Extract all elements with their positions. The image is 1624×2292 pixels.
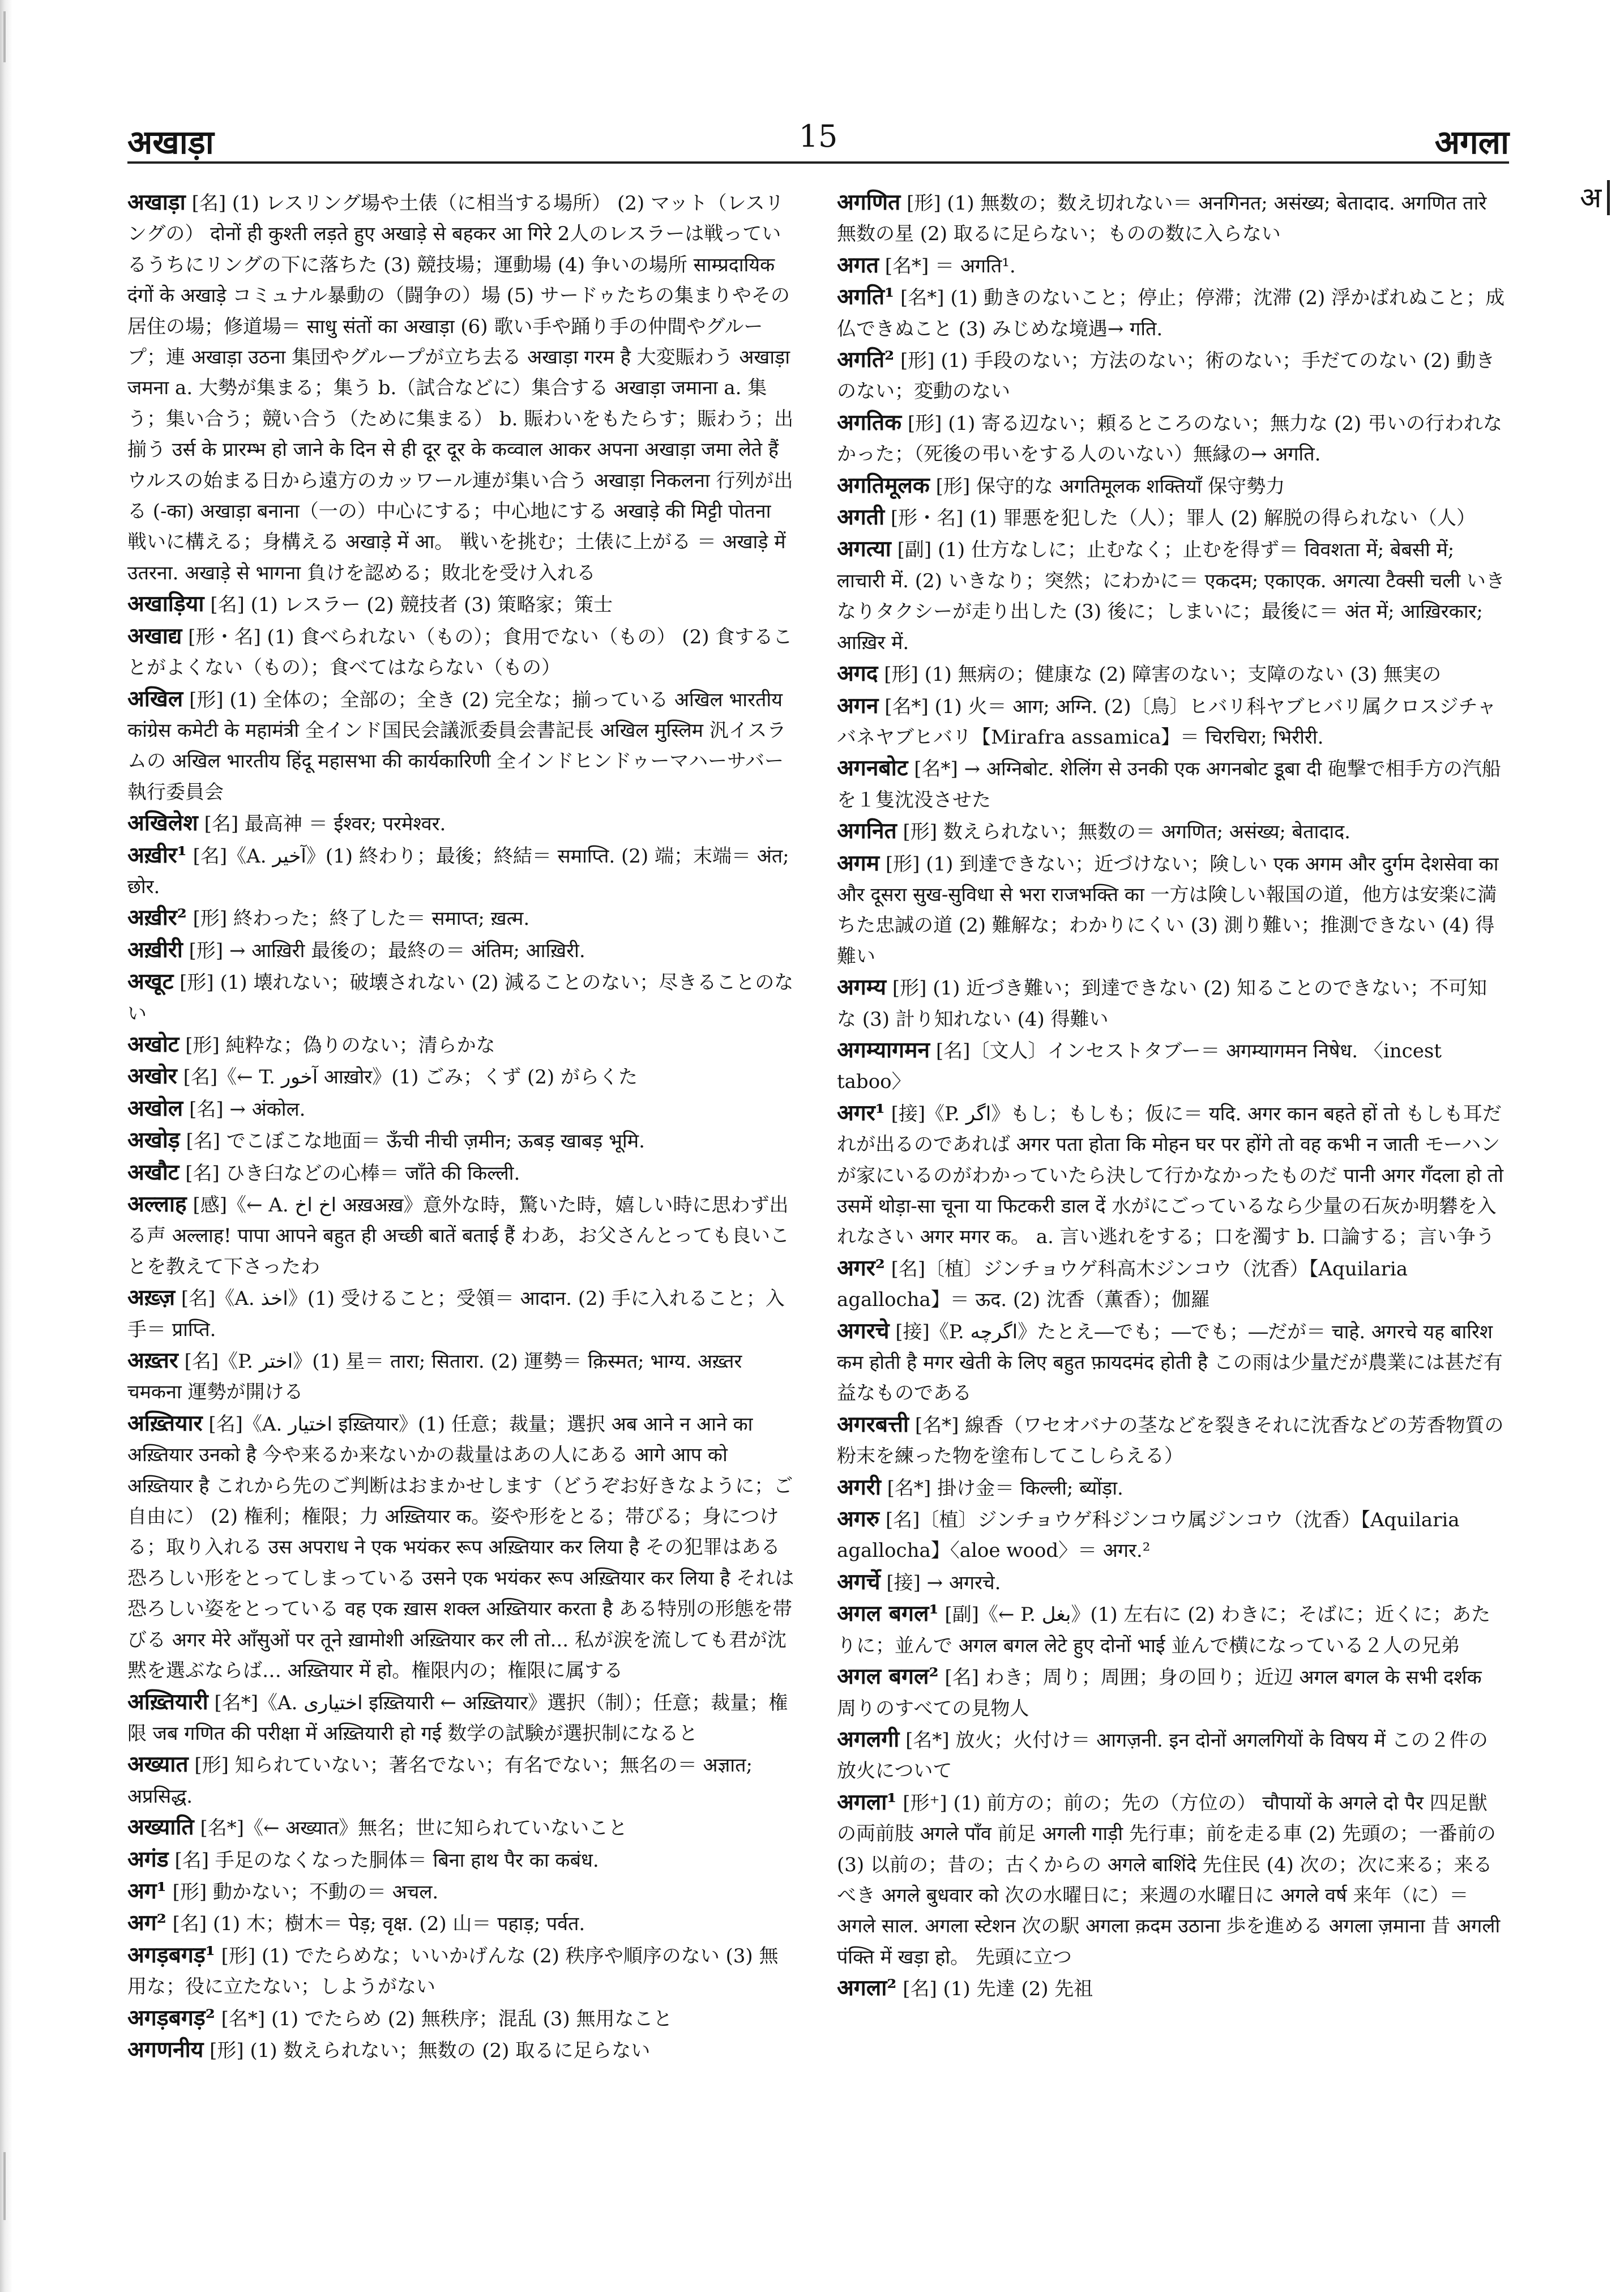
entry-headword: अगड़बगड़¹ (127, 1941, 215, 1968)
dictionary-entry (837, 1724, 1505, 1787)
entry-headword: अगतिक (837, 409, 902, 436)
entry-headword: अगरी (837, 1474, 881, 1500)
dictionary-entry (837, 1661, 1505, 1724)
entry-definition: [名] 手足のなくなった胴体＝ बिना हाथ पैर का कबंध. (174, 1849, 599, 1872)
dictionary-entry (127, 2003, 796, 2034)
dictionary-entry (127, 1282, 796, 1345)
entry-definition: [名*] 掛け金＝ किल्ली; ब्योंड़ा. (887, 1476, 1123, 1500)
entry-definition: [名]〔文人〕インセストタブー＝ अगम्यागमन निषेध. 〈incest taboo〉 (837, 1039, 1442, 1094)
dictionary-entry (127, 1940, 796, 2003)
entry-definition: [名*] (1) 動きのないこと；停止；停滞；沈滞 (2) 浮かばれぬこと；成仏できぬこと (3) みじめな境遇→ गति. (837, 287, 1505, 340)
entry-definition: [名]〔植〕ジンチョウゲ科ジンコウ属ジンコウ（沈香）【Aquilaria agallocha】〈aloe wood〉＝ अगर.² (837, 1509, 1460, 1563)
entry-headword: अग¹ (127, 1877, 166, 1904)
entry-headword: अखूट (127, 968, 174, 995)
entry-definition: [形] (1) 到達できない；近づけない；険しい एक अगम और दुर्गम देशसेवा का और दूसरा सुख-सुविधा से भरा राजभक्ति का 一方は険しい報国の道，他方は安楽に満ちた忠誠の道 (2) 難解な；わかりにくい (3) 測り難い；推測できない (4) 得難い (837, 852, 1499, 968)
dictionary-entry (127, 902, 796, 934)
dictionary-entry (127, 1812, 796, 1843)
dictionary-entry (127, 2034, 796, 2066)
entry-headword: अगम्य (837, 974, 887, 1001)
entry-headword: अखोर (127, 1063, 177, 1090)
entry-definition: [名]《A. آخیر》(1) 終わり；最後；終結＝ समाप्ति. (2) 端；末端＝ अंत; छोर. (127, 844, 789, 898)
entry-definition: [形] 純粋な；偽りのない；清らかな (185, 1034, 495, 1057)
dictionary-entry (837, 1253, 1505, 1316)
entry-definition: [形] (1) 無数の；数え切れない＝ अनगिनत; असंख्य; बेतादाद. अगणित तारे 無数の星 (2) 取るに足らない；ものの数に入らない (837, 192, 1487, 246)
dictionary-entry (127, 1189, 796, 1282)
dictionary-entry (837, 753, 1505, 816)
entry-headword: अख़ीर² (127, 904, 187, 931)
entry-headword: अगम्यागमन (837, 1036, 930, 1063)
entry-headword: अखिल (127, 685, 183, 712)
dictionary-entry (837, 344, 1505, 407)
entry-headword: अख़्तियारी (127, 1688, 208, 1715)
entry-headword: अगनित (837, 818, 897, 844)
entry-headword: अगर² (837, 1254, 885, 1281)
scan-mark (3, 2152, 6, 2220)
entry-headword: अगणित (837, 189, 901, 215)
header-last-headword: अगला (1434, 123, 1509, 161)
dictionary-entry (127, 1029, 796, 1061)
entry-definition: [形] (1) 近づき難い；到達できない (2) 知ることのできない；不可知な (3) 計り知れない (4) 得難い (837, 977, 1487, 1031)
dictionary-entry (127, 1876, 796, 1907)
dictionary-entry (127, 808, 796, 839)
entry-definition: [形⁺] (1) 前方の；前の；先の（方位の） चौपायों के अगले दो पैर 四足獣の両前肢 अगले पाँव 前足 अगली गाड़ी 先行車；前を走る車 (2) 先頭の；一番前の (3) 以前の；昔の；古くからの अगले बाशिंदे 先住民 (4) 次の；次に来る；来るべき अगले बुधवार को 次の水曜日に；来週の水曜日に अगले वर्ष 来年（に）＝ अगले साल. अगला स्टेशन 次の駅 अगला क़दम उठाना 歩を進める अगला ज़माना 昔 अगली पंक्ति में खड़ा हो。 先頭に立つ (837, 1791, 1501, 1969)
left-column (127, 187, 796, 2066)
entry-headword: अखाद्य (127, 622, 182, 649)
page-header (127, 116, 1509, 164)
dictionary-entry (127, 1907, 796, 1939)
dictionary-entry (837, 1035, 1505, 1098)
dictionary-entry (837, 848, 1505, 972)
entry-definition: [名] ひき臼などの心棒＝ जाँते की किल्ली. (185, 1162, 520, 1185)
dictionary-entry (127, 966, 796, 1029)
entry-headword: अखोट (127, 1031, 180, 1057)
scan-edge-shadow (0, 0, 12, 2292)
entry-headword: अखाड़ा (127, 189, 186, 215)
entry-headword: अखोड़ (127, 1127, 180, 1154)
entry-definition: [形] (1) 数えられない；無数の (2) 取るに足らない (210, 2039, 651, 2062)
entry-definition: [形] 数えられない；無数の＝ अगणित; असंख्य; बेतादाद. (903, 821, 1351, 844)
entry-headword: अगर¹ (837, 1099, 885, 1126)
thumb-index-tab: अ (1580, 180, 1610, 215)
entry-headword: अख़ीरी (127, 936, 183, 963)
dictionary-entry (127, 1844, 796, 1876)
entry-headword: अगल बगल¹ (837, 1600, 939, 1627)
entry-headword: अगला² (837, 1975, 897, 2001)
entry-definition: [名]〔植〕ジンチョウゲ科高木ジンコウ（沈香）【Aquilaria agallocha】＝ ऊद. (2) 沈香（薫香）；伽羅 (837, 1257, 1408, 1312)
entry-headword: अगन (837, 692, 879, 719)
entry-definition: [形] 終わった；終了した＝ समाप्त; ख़त्म. (193, 907, 530, 931)
dictionary-entry (837, 1598, 1505, 1661)
scan-mark (3, 11, 6, 62)
entry-definition: [名] (1) レスリング場や土俵（に相当する場所） (2) マット（レスリングの） दोनों ही कुश्ती लड़ते हुए अखाड़े से बहकर आ गिरे 2人のレスラーは戦っているうちにリングの下に落ちた (3) 競技場；運動場 (4) 争いの場所 साम्प्रदायिक दंगों के अखाड़े コミュナル暴動の（闘争の）場 (5) サードゥたちの集まりやその居住の場；修道場＝ साधु संतों का अखाड़ा (6) 歌い手や踊り手の仲間やグループ；連 अखाड़ा उठना 集団やグループが立ち去る अखाड़ा गरम है 大変賑わう अखाड़ा जमना a. 大勢が集まる；集う b.（試合などに）集合する अखाड़ा जमाना a. 集う；集い合う；競い合う（ために集まる） b. 賑わいをもたらす；賑わう；出揃う उर्स के प्रारम्भ हो जाने के दिन से ही दूर दूर के कव्वाल आकर अपना अखाड़ा जमा लेते हैं ウルスの始まる日から遠方のカッワール連が集い合う अखाड़ा निकलना 行列が出る (-का) अखाड़ा बनाना（一の）中心にする；中心地にする अखाड़े की मिट्टी पोतना 戦いに構える；身構える अखाड़े में आ。 戦いを挑む；土俵に上がる ＝ अखाड़े में उतरना. अखाड़े से भागना 負けを認める；敗北を受け入れる (127, 192, 794, 584)
entry-headword: अगम (837, 850, 880, 876)
dictionary-entry (837, 1504, 1505, 1567)
entry-headword: अगर्चे (837, 1568, 881, 1595)
dictionary-entry (837, 281, 1505, 344)
dictionary-entry (127, 1345, 796, 1408)
entry-headword: अगत (837, 251, 879, 278)
entry-definition: [名*] 放火；火付け＝ आगज़नी. इन दोनों अगलगियों के विषय में この２件の放火について (837, 1728, 1488, 1783)
entry-headword: अगनबोट (837, 755, 908, 782)
dictionary-entry (127, 1687, 796, 1749)
entry-headword: अगरचे (837, 1317, 890, 1344)
entry-headword: अगंड (127, 1846, 169, 1872)
dictionary-entry (127, 187, 796, 588)
entry-headword: अगलगी (837, 1726, 900, 1752)
entry-headword: अल्लाह (127, 1191, 187, 1217)
entry-definition: [名]《P. اختر》(1) 星＝ तारा; सितारा. (2) 運勢＝ क़िस्मत; भाग्य. अख़्तर चमकना 運勢が開ける (127, 1350, 742, 1404)
entry-definition: [接] → अगरचे. (886, 1571, 1001, 1594)
entry-headword: अखौट (127, 1159, 180, 1185)
dictionary-entry (837, 470, 1505, 502)
entry-definition: [名*] → अग्निबोट. शेलिंग से उनकी एक अगनबोट डूबा दी 砲撃で相手方の汽船を１隻沈没させた (837, 758, 1501, 812)
entry-definition: [名*] ＝ अगति¹. (884, 254, 1016, 278)
entry-headword: अगल बगल² (837, 1663, 939, 1690)
entry-headword: अगति¹ (837, 284, 895, 310)
dictionary-entry (127, 588, 796, 620)
page-number: 15 (798, 118, 838, 154)
entry-definition: [名] (1) レスラー (2) 競技者 (3) 策略家；策士 (210, 594, 613, 617)
dictionary-entry (837, 658, 1505, 690)
entry-definition: [副]《← P. بغل》(1) 左右に (2) わきに；そばに；近くに；あたりに；並んで अगल बगल लेटे हुए दोनों भाई 並んで横になっている２人の兄弟 (837, 1603, 1491, 1657)
entry-definition: [名*]《A. اختیاری इख़्तियारी ← अख़्तियार》選択（制）；任意；裁量；権限 जब गणित की परीक्षा में अख़्तियारी हो गई 数学の試験が選択制になると (127, 1691, 788, 1745)
entry-definition: [形] 保守的な अगतिमूलक शक्तियाँ 保守勢力 (935, 475, 1285, 498)
dictionary-entry (127, 934, 796, 966)
dictionary-entry (127, 1157, 796, 1189)
dictionary-entry (127, 1093, 796, 1125)
entry-headword: अगती (837, 504, 885, 531)
entry-headword: अग² (127, 1910, 166, 1936)
entry-definition: [名] でこぼこな地面＝ ऊँची नीची ज़मीन; ऊबड़ खाबड़ भूमि. (186, 1130, 645, 1153)
entry-headword: अगणनीय (127, 2036, 204, 2063)
entry-definition: [形] (1) 無病の；健康な (2) 障害のない；支障のない (3) 無実の (884, 663, 1442, 686)
entry-definition: [名]《A. اختیار इख़्तियार》(1) 任意；裁量；選択 अब आने न आने का अख़्तियार उनको है 今や来るか来ないかの裁量はあの人にある आगे आप को अख़्तियार है これから先のご判断はおまかせします（どうぞお好きなように；ご自由に） (2) 権利；権限；力 अख़्तियार क。姿や形をとる；帯びる；身につける；取り入れる उस अपराध ने एक भयंकर रूप अख़्तियार कर लिया है その犯罪はある恐ろしい形をとってしまっている उसने एक भयंकर रूप अख़्तियार कर लिया है それは恐ろしい姿をとっている वह एक ख़ास शक्ल अख़्तियार करता है ある特別の形態を帯びる अगर मेरे आँसुओं पर तूने ख़ामोशी अख़्तियार कर ली तो... 私が涙を流しても君が沈黙を選ぶならば… अख़्तियार में हो。権限内の；権限に属する (127, 1412, 794, 1683)
entry-headword: अगड़बगड़² (127, 2004, 215, 2031)
dictionary-entry (127, 1061, 796, 1092)
entry-definition: [形] (1) 寄る辺ない；頼るところのない；無力な (2) 弔いの行われなかった；（死後の弔いをする人のいない）無縁の→ अगति. (837, 412, 1502, 466)
entry-headword: अख़ीर¹ (127, 842, 187, 868)
entry-definition: [名]《← T. آخور आख़ोर》(1) ごみ；くず (2) がらくた (183, 1066, 638, 1089)
dictionary-entry (837, 972, 1505, 1035)
entry-definition: [接]《P. اگرچه》たとえ―でも；―でも；―だが＝ चाहे. अगरचे यह बारिश कम होती है मगर खेती के लिए बहुत फ़ायदमंद होती है この雨は少量だが農業には甚だ有益なものである (837, 1320, 1503, 1405)
dictionary-entry (837, 250, 1505, 281)
dictionary-entry (837, 1973, 1505, 2004)
entry-headword: अगला¹ (837, 1789, 897, 1815)
entry-headword: अखिलेश (127, 810, 198, 836)
header-first-headword: अखाड़ा (127, 123, 214, 161)
entry-headword: अख्याति (127, 1814, 194, 1841)
entry-headword: अख़्तर (127, 1347, 178, 1374)
entry-definition: [形・名] (1) 罪悪を犯した（人）；罪人 (2) 解脱の得られない（人） (890, 507, 1476, 530)
entry-definition: [形] (1) でたらめな；いいかげんな (2) 秩序や順序のない (3) 無用な；役に立たない；しようがない (127, 1944, 779, 1999)
entry-headword: अगतिमूलक (837, 472, 930, 498)
entry-definition: [形・名] (1) 食べられない（もの）；食用でない（もの） (2) 食することがよくない（もの）；食べてはならない（もの） (127, 625, 793, 680)
entry-definition: [名*] 線香（ワセオバナの茎などを裂きそれに沈香などの芳香物質の粉末を練った物を塗布してこしらえる） (837, 1414, 1504, 1468)
entry-definition: [形] (1) 手段のない；方法のない；術のない；手だてのない (2) 動きのない；変動のない (837, 349, 1495, 403)
dictionary-entry (837, 1567, 1505, 1598)
dictionary-entry (837, 1787, 1505, 1973)
dictionary-entry (837, 1316, 1505, 1409)
dictionary-entry (127, 840, 796, 903)
entry-definition: [形] (1) 壊れない；破壊されない (2) 減ることのない；尽きることのない (127, 971, 794, 1025)
dictionary-entry (837, 187, 1505, 250)
entry-headword: अख्यात (127, 1751, 189, 1778)
entry-headword: अख़्ज़ (127, 1284, 176, 1311)
entry-definition: [名]《A. اخذ》(1) 受けること；受領＝ आदान. (2) 手に入れること；入手＝ प्राप्ति. (127, 1287, 785, 1341)
entry-headword: अगति² (837, 347, 895, 373)
entry-definition: [形] 知られていない；著名でない；有名でない；無名の＝ अज्ञात; अप्रसिद्ध. (127, 1754, 753, 1808)
entry-headword: अगरु (837, 1506, 880, 1533)
dictionary-entry (837, 1098, 1505, 1253)
entry-headword: अगरबत्ती (837, 1411, 909, 1437)
entry-definition: [名*] (1) でたらめ (2) 無秩序；混乱 (3) 無用なこと (221, 2007, 673, 2030)
entry-headword: अगद (837, 660, 878, 687)
entry-headword: अखोल (127, 1095, 183, 1121)
dictionary-entry (837, 1409, 1505, 1472)
dictionary-entry (127, 1408, 796, 1687)
entry-definition: [名] (1) 木；樹木＝ पेड़; वृक्ष. (2) 山＝ पहाड़; पर्वत. (172, 1913, 586, 1936)
entry-definition: [接]《P. اگر》もし；もしも；仮に＝ यदि. अगर कान बहते हों तो もしも耳だれが出るのであれば अगर पता होता कि मोहन घर पर होंगे तो वह कभी न जाती モーハンが家にいるのがわかっていたら決して行かなかったものだ पानी अगर गँदला हो तो उसमें थोड़ा-सा चूना या फिटकरी डाल दें 水がにごっているなら少量の石灰か明礬を入れなさい अगर मगर क。 a. 言い逃れをする；口を濁す b. 口論する；言い争う (837, 1102, 1503, 1249)
dictionary-entry (837, 690, 1505, 753)
dictionary-entry (127, 1125, 796, 1156)
entry-definition: [名*] (1) 火＝ आग; अग्नि. (2)〔鳥〕ヒバリ科ヤブヒバリ属クロスジチャバネヤブヒバリ【Mirafra assamica】＝ चिरचिरा; भिरीरी. (837, 695, 1497, 749)
dictionary-entry (837, 502, 1505, 533)
entry-headword: अख़्तियार (127, 1410, 203, 1436)
entry-definition: [名*]《← अख्यात》無名；世に知られていないこと (200, 1817, 628, 1840)
dictionary-entry (127, 621, 796, 684)
entry-definition: [名] わき；周り；周囲；身の回り；近辺 अगल बगल के सभी दर्शक 周りのすべての見物人 (837, 1666, 1482, 1720)
entry-definition: [形] → आख़िरी 最後の；最終の＝ अंतिम; आख़िरी. (189, 939, 586, 962)
entry-definition: [形] (1) 全体の；全部の；全き (2) 完全な；揃っている अखिल भारतीय कांग्रेस कमेटी के महामंत्री 全インド国民会議派委員会書記長 अखिल मुस्लिम 汎イスラムの अखिल भारतीय हिंदू महासभा की कार्यकारिणी 全インドヒンドゥーマハーサバー執行委員会 (127, 688, 787, 804)
dictionary-entry (127, 684, 796, 808)
entry-definition: [副] (1) 仕方なしに；止むなく；止むを得ず＝ विवशता में; बेबसी में; लाचारी में. (2) いきなり；突然；にわかに＝ एकदम; एकाएक. अगत्या टैक्सी चली いきなりタクシーが走り出した (3) 後に；しまいに；最後に＝ अंत में; आख़िरकार; आख़िर में. (837, 539, 1505, 654)
dictionary-entry (837, 407, 1505, 470)
entry-definition: [名] 最高神 ＝ ईश्वर; परमेश्वर. (204, 813, 446, 836)
entry-definition: [感]《← A. اخ اخ अख़अख़》意外な時，驚いた時，嬉しい時に思わず出る声 अल्लाह! पापा आपने बहुत ही अच्छी बातें बताई हैं わあ，お父さんとっても良いことを教えて下さったわ (127, 1194, 789, 1278)
entry-headword: अखाड़िया (127, 591, 204, 617)
dictionary-entry (837, 1472, 1505, 1504)
entry-headword: अगत्या (837, 536, 891, 562)
entry-definition: [名] (1) 先達 (2) 先祖 (903, 1978, 1093, 2001)
right-column (837, 187, 1505, 2005)
entry-definition: [名] → अंकोल. (189, 1098, 306, 1121)
dictionary-entry (127, 1749, 796, 1812)
dictionary-entry (837, 533, 1505, 658)
dictionary-entry (837, 816, 1505, 847)
entry-definition: [形] 動かない；不動の＝ अचल. (172, 1880, 439, 1903)
